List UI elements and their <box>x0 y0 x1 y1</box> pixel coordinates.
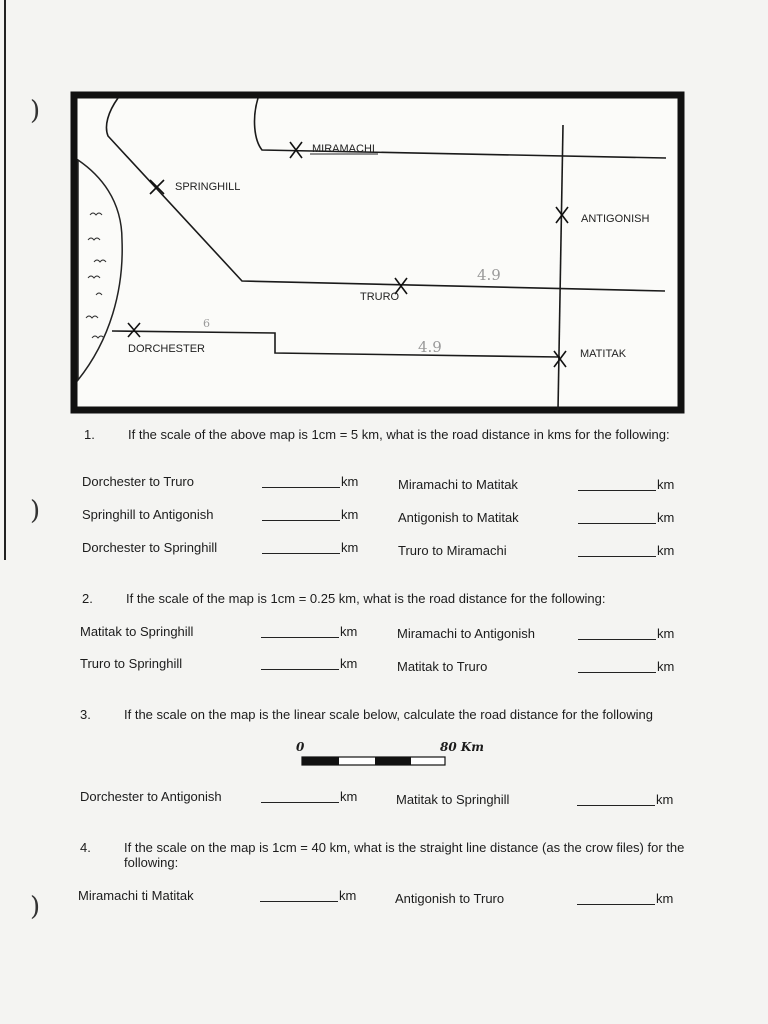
question-number: 1. <box>84 427 95 442</box>
answer-blank[interactable] <box>577 805 655 806</box>
unit-label: km <box>340 656 358 671</box>
unit-label: km <box>657 659 675 674</box>
answer-row <box>397 626 687 644</box>
answer-row <box>80 656 370 674</box>
pencil-note: 6 <box>203 317 210 330</box>
answer-label: Miramachi to Matitak <box>398 477 518 492</box>
hole-punch-mark: ) <box>30 96 41 126</box>
label-springhill: SPRINGHILL <box>175 181 241 193</box>
answer-label: Miramachi to Antigonish <box>397 626 536 641</box>
hole-punch-mark: ) <box>30 496 41 526</box>
answer-row <box>78 888 368 906</box>
scale-bar <box>300 755 450 769</box>
unit-label: km <box>340 789 358 804</box>
answer-label: Antigonish to Truro <box>395 891 505 906</box>
answer-blank[interactable] <box>260 901 338 902</box>
question-text: If the scale on the map is 1cm = 40 km, what is the straight line distance (as the crow files) for the following: <box>124 840 685 870</box>
answer-label: Truro to Springhill <box>80 656 183 671</box>
question-number: 3. <box>80 707 91 722</box>
answer-label: Matitak to Truro <box>397 659 488 674</box>
pencil-note: 4.9 <box>418 338 442 356</box>
question-number: 2. <box>82 591 93 606</box>
answer-label: Dorchester to Antigonish <box>80 789 222 804</box>
label-matitak: MATITAK <box>580 348 627 360</box>
answer-row <box>82 540 372 558</box>
answer-row <box>396 792 686 810</box>
unit-label: km <box>340 624 358 639</box>
answer-row <box>80 624 370 642</box>
answer-label: Miramachi ti Matitak <box>78 888 194 903</box>
question-text: If the scale of the above map is 1cm = 5 km, what is the road distance in kms for the following: <box>128 427 670 442</box>
question-number: 4. <box>80 840 91 855</box>
unit-label: km <box>657 510 675 525</box>
unit-label: km <box>656 792 674 807</box>
question-text: If the scale on the map is the linear scale below, calculate the road distance for the following <box>124 707 653 722</box>
scale-start-label: 0 <box>296 740 305 754</box>
answer-blank[interactable] <box>262 520 340 521</box>
answer-row <box>398 477 688 495</box>
scale-end-label: 80 Km <box>440 740 485 754</box>
label-antigonish: ANTIGONISH <box>581 213 650 225</box>
answer-label: Dorchester to Truro <box>82 474 194 489</box>
answer-row <box>398 543 688 561</box>
answer-blank[interactable] <box>261 802 339 803</box>
label-miramachi: MIRAMACHI <box>312 143 375 155</box>
answer-blank[interactable] <box>578 490 656 491</box>
answer-label: Matitak to Springhill <box>396 792 510 807</box>
question-text: If the scale of the map is 1cm = 0.25 km, what is the road distance for the following: <box>126 591 606 606</box>
unit-label: km <box>657 543 675 558</box>
answer-label: Springhill to Antigonish <box>82 507 214 522</box>
map-frame <box>74 95 681 410</box>
answer-blank[interactable] <box>578 672 656 673</box>
answer-blank[interactable] <box>262 553 340 554</box>
label-truro: TRURO <box>360 291 400 303</box>
unit-label: km <box>657 626 675 641</box>
unit-label: km <box>657 477 675 492</box>
answer-blank[interactable] <box>261 669 339 670</box>
answer-label: Dorchester to Springhill <box>82 540 218 555</box>
answer-label: Truro to Miramachi <box>398 543 507 558</box>
answer-row <box>80 789 370 807</box>
answer-blank[interactable] <box>578 523 656 524</box>
unit-label: km <box>341 540 359 555</box>
label-dorchester: DORCHESTER <box>128 343 206 355</box>
answer-blank[interactable] <box>578 639 656 640</box>
answer-blank[interactable] <box>262 487 340 488</box>
answer-label: Matitak to Springhill <box>80 624 194 639</box>
answer-blank[interactable] <box>577 904 655 905</box>
unit-label: km <box>656 891 674 906</box>
answer-blank[interactable] <box>578 556 656 557</box>
answer-row <box>398 510 688 528</box>
road-map <box>0 0 768 430</box>
unit-label: km <box>341 474 359 489</box>
answer-blank[interactable] <box>261 637 339 638</box>
unit-label: km <box>339 888 357 903</box>
answer-label: Antigonish to Matitak <box>398 510 519 525</box>
answer-row <box>82 474 372 492</box>
answer-row <box>82 507 372 525</box>
answer-row <box>395 891 685 909</box>
unit-label: km <box>341 507 359 522</box>
answer-row <box>397 659 687 677</box>
hole-punch-mark: ) <box>30 892 41 922</box>
pencil-note: 4.9 <box>477 266 501 284</box>
